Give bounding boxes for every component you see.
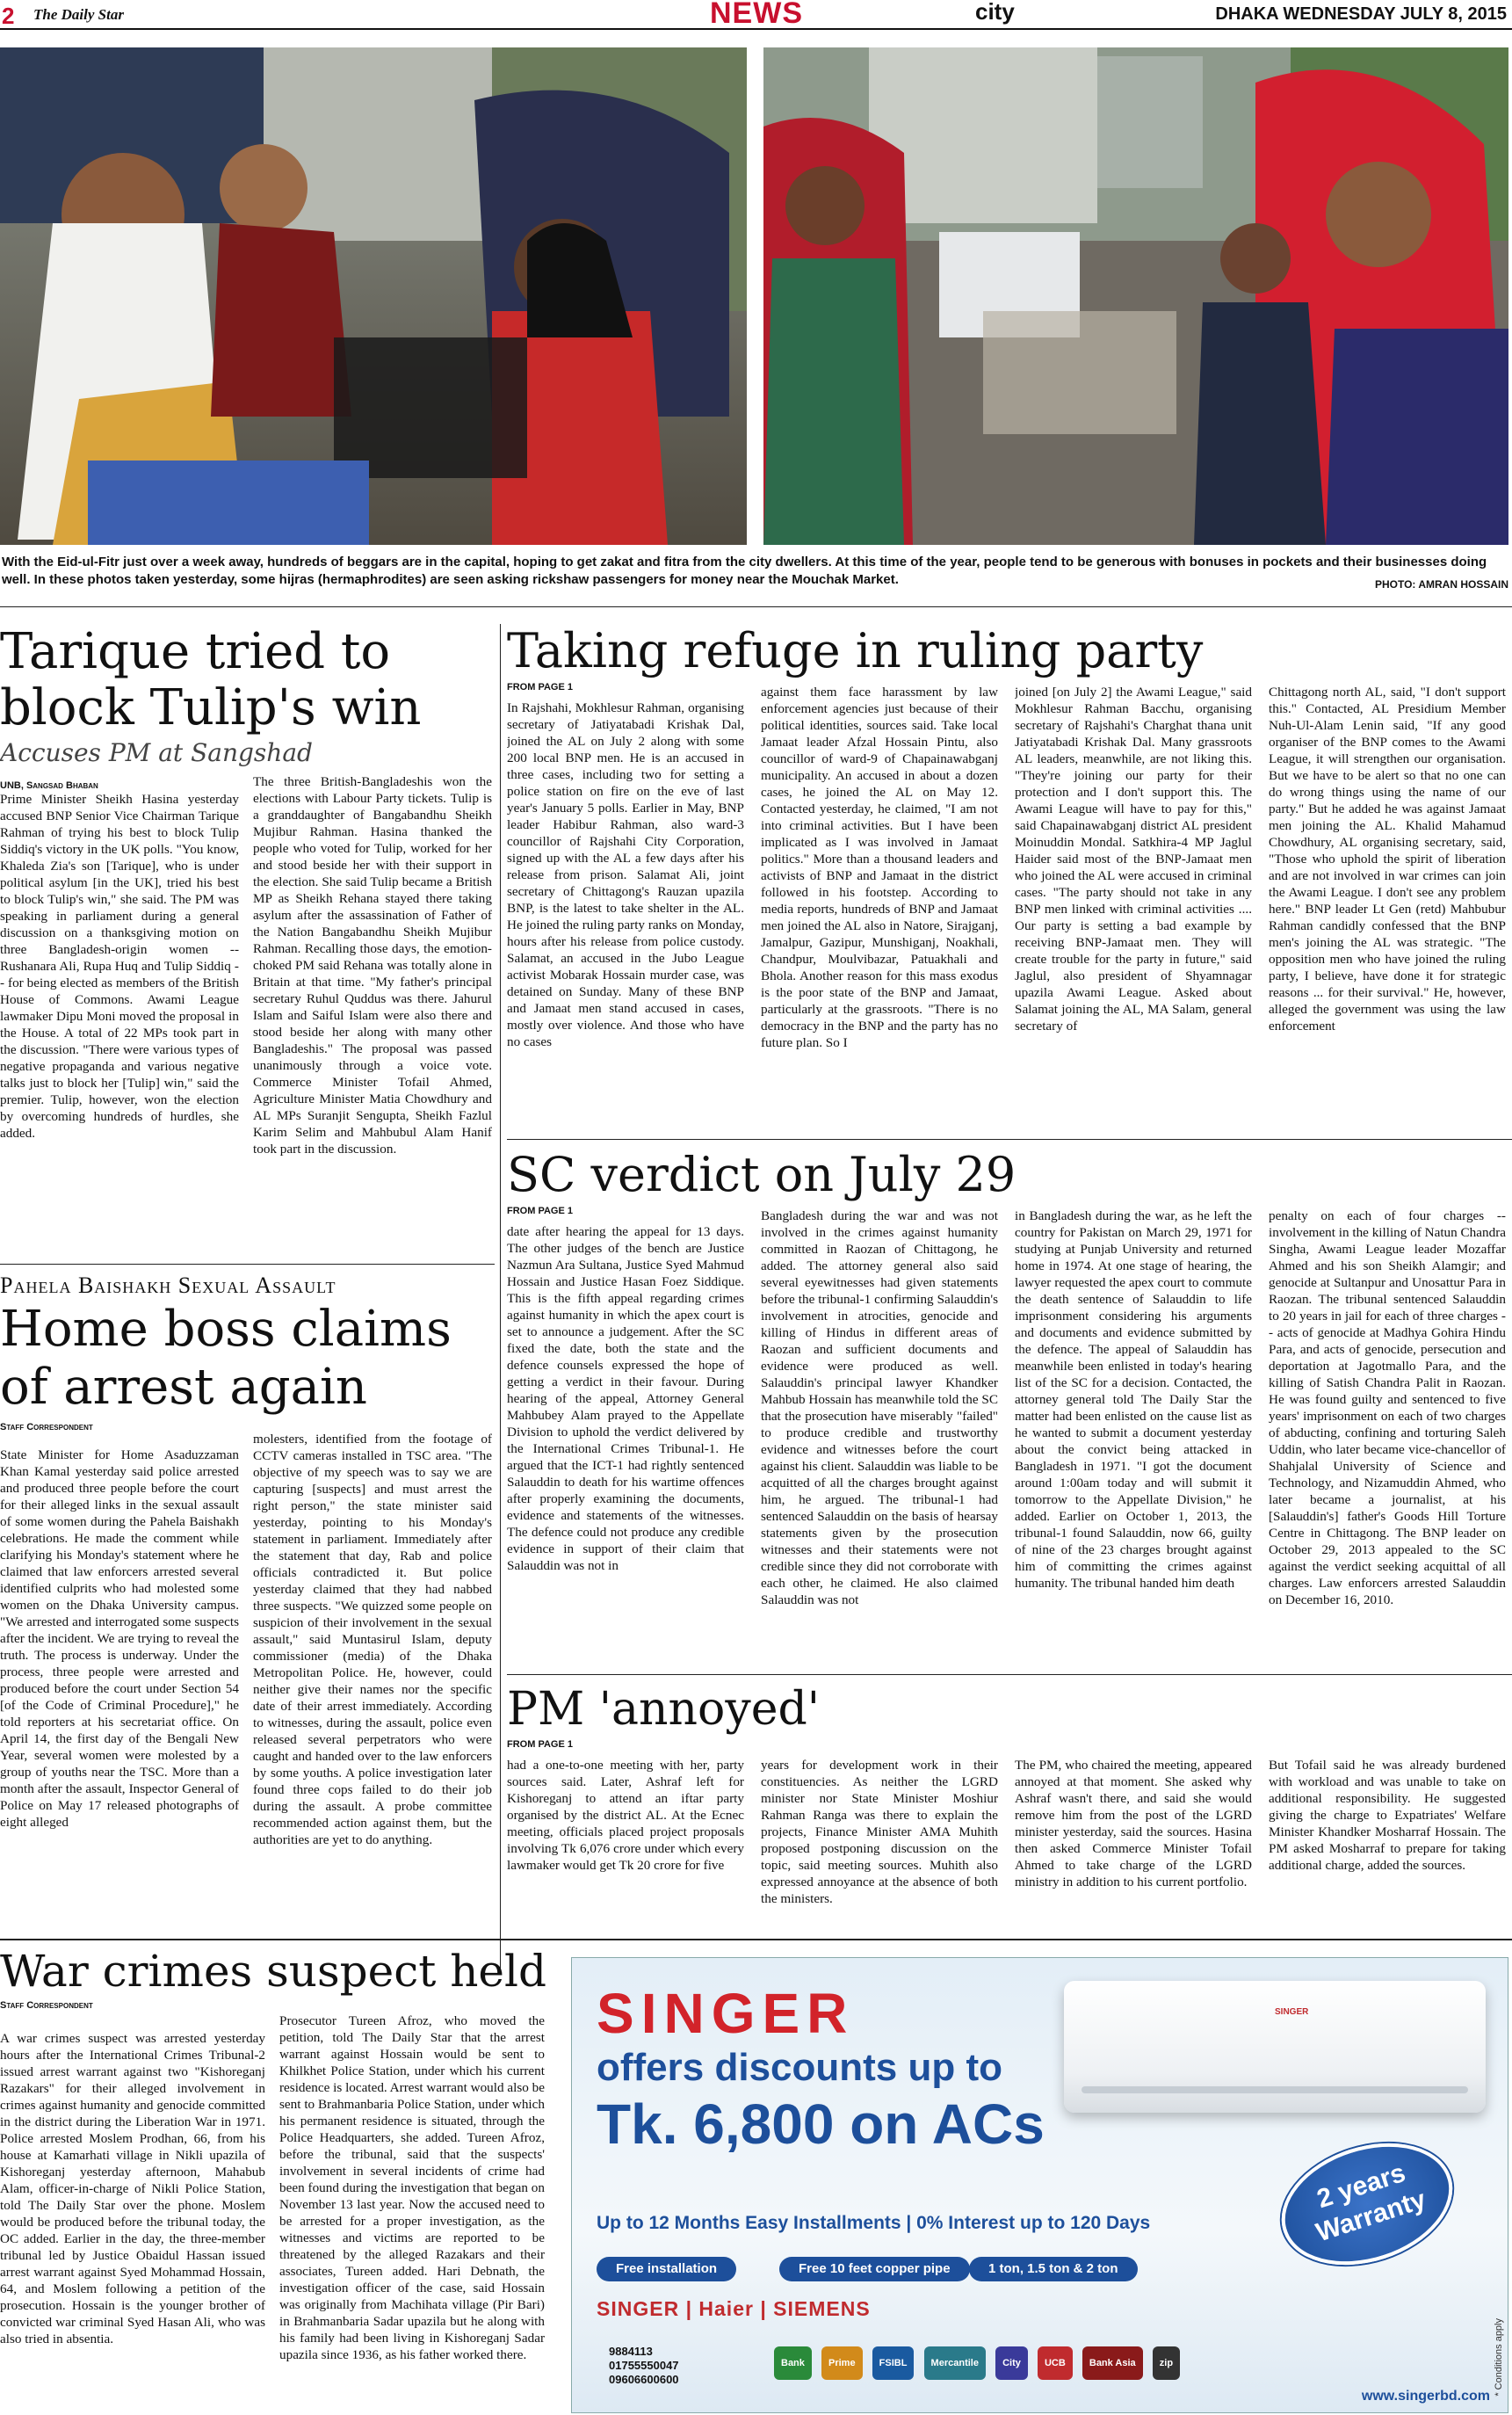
headline: Taking refuge in ruling party: [507, 623, 1204, 678]
photo-right: [763, 47, 1508, 545]
ad-perk-installation: Free installation: [597, 2257, 736, 2281]
article-column: Prime Minister Sheikh Hasina yesterday accused BNP Senior Vice Chairman Tarique Rahman of trying his best to block Tulip Siddiq's victory in the UK polls. "You know, Khaleda Zia's son [Tarique], who is under political asylum [in the UK], tried his best to block Tulip's win," she said. The PM was speaking in parliament during a general discussion on a thanksgiving motion on three Bangladesh-origin women -- Rushanara Ali, Rupa Huq and Tulip Siddiq -- for being elected as members of the British House of Commons. Awami League lawmaker Dipu Moni moved the proposal in the House. A total of 22 MPs took part in the discussion. "There were various types of negative propaganda and various negative talks just to block her [Tulip] win," said the premier. Tulip, however, won the election by overcoming hundreds of hurdles, she added.: [0, 792, 239, 1141]
divider: [0, 606, 1512, 607]
page-number: 2: [2, 3, 15, 29]
phone-number: 09606600600: [609, 2373, 679, 2386]
partner-logo: Bank Asia: [1082, 2346, 1143, 2380]
article-column: The PM, who chaired the meeting, appeared annoyed at that moment. She asked why Ashraf wasn't there, and said she would remove him from the post of the LGRD minister yesterday, said the sources. Hasina then asked Commerce Minister Tofail Ahmed to take charge of the LGRD ministry in addition to his current portfolio.: [1015, 1758, 1252, 1889]
partner-logo: Bank: [774, 2346, 812, 2380]
photo-left: [0, 47, 747, 545]
from-page-label: FROM PAGE 1: [507, 1739, 573, 1750]
partner-logo: UCB: [1038, 2346, 1073, 2380]
divider: [0, 1264, 495, 1265]
masthead: The Daily Star: [33, 6, 124, 23]
singer-advertisement[interactable]: [571, 1957, 1508, 2413]
article-pm: [507, 1683, 1512, 1947]
article-column: But Tofail said he was already burdened with workload and was unable to take on additional responsibility. He suggested giving the charge to Expatriates' Welfare Minister Khandker Mosharraf Hossain. The PM asked Mosharraf to prepare for taking additional charge, added the sources.: [1269, 1758, 1506, 1873]
article-tarique: [0, 624, 492, 1248]
subsection-label: city: [975, 0, 1015, 25]
ad-phone-numbers: [609, 2345, 679, 2387]
photo-credit: PHOTO: AMRAN HOSSAIN: [1374, 578, 1508, 591]
ad-perk-copper-pipe: Free 10 feet copper pipe: [779, 2257, 970, 2281]
article-sc: [507, 1148, 1512, 1666]
ad-installments: Up to 12 Months Easy Installments | 0% Interest up to 120 Days: [597, 2213, 1151, 2233]
article-column: against them face harassment by law enforcement agencies just because of their political identities, sources said. Take local Jamaat leader Afzal Hossain Pintu, also councillor of ward-9 of Chapainawabganj municipality. An accused in about a dozen cases, he joined the AL on May 12. Contacted yesterday, he claimed, "I am not into criminal activities. But I have been implicated as I was involved in Jamaat politics." More than a thousand leaders and activists of BNP and Jamaat in the district followed in his footstep. According to media reports, hundreds of BNP and Jamaat men joined the AL also in Natore, Sirajganj, Jamalpur, Gazipur, Munshiganj, Noakhali, Chandpur, Moulvibazar, Patuakhali and Bhola. Another reason for this mass exodus is the poor state of the BNP and Jamaat, particularly at the grassroots. "There is no democracy in the BNP and the party has no future plan. So I: [761, 685, 998, 1050]
article-column: The three British-Bangladeshis won the elections with Labour Party tickets. Tulip is a granddaughter of Bangabandhu Sheikh Mujibur Rahman. Hasina thanked the people who voted for Tulip, worked for her and stood beside her with their support in the election. She said Tulip became a British MP as Sheikh Rehana stayed there taking asylum after the assassination of Father of the Nation Bangabandhu Sheikh Mujibur Rahman. Recalling those days, the emotion-choked PM said Rehana was totally alone in Britain at that time. "My father's principal secretary Ruhul Quddus was there. Jahurul Islam and Saiful Islam were also there and stood beside her along with many other Bangladeshis." The proposal was passed unanimously through a voice vote. Commerce Minister Tofail Ahmed, Agriculture Minister Matia Chowdhury and AL MPs Suranjit Sengupta, Sheikh Fazlul Karim Selim and Mahbubul Alam Hanif took part in the discussion.: [253, 774, 492, 1157]
headline: Tarique tried to block Tulip's win: [0, 623, 422, 736]
caption-text: With the Eid-ul-Fitr just over a week away, hundreds of beggars are in the capital, hoping to get zakat and fitra from the city dwellers. At this time of the year, people tend to be generous with bonuses in pockets and their businesses doing well. In these photos taken yesterday, some hijras (hermaphrodites) are seen asking rickshaw passengers for money near the Mouchak Market.: [2, 555, 1487, 587]
article-column: date after hearing the appeal for 13 days. The other judges of the bench are Justice Nazmun Ara Sultana, Justice Syed Mahmud Hossain and Justice Hasan Foez Siddique. This is the fifth appeal regarding crimes against humanity in which the apex court is set to announce a judgement. After the SC fixed the date, both the state and the defence counsels expressed the hope of getting a verdict in their favour. During hearing of the appeal, Attorney General Mahbubey Alam prayed to the Appellate Division to uphold the verdict delivered by the International Crimes Tribunal-1. He argued that the ICT-1 had rightly sentenced Salauddin to death for his wartime offences after properly examining the documents, evidence and statements of the witnesses. The defence could not produce any credible evidence in support of their claim that Salauddin was not in: [507, 1224, 744, 1573]
ad-perk-capacity: 1 ton, 1.5 ton & 2 ton: [969, 2257, 1138, 2281]
ad-offer-line1: offers discounts up to: [597, 2046, 1002, 2089]
page-header: [0, 0, 1512, 30]
headline: SC verdict on July 29: [507, 1147, 1016, 1202]
article-column: Prosecutor Tureen Afroz, who moved the petition, told The Daily Star that the arrest warrant against Hossain would be sent to Khilkhet Police Station, under which his current residence is located. Arrest warrant would also be sent to Brahmanbaria Police Station, under which his permanent residence is situated, through the Police Headquarters, she added. Tureen Afroz, before the tribunal, said that the suspects' involvement in several incidents of crime had been found during the investigation that began on November 13 last year. Now the accused need to be arrested for a proper investigation, as the witnesses and victims are reported to be threatened by the alleged Razakars and their associates, Tureen added. Hari Debnath, the investigation officer of the case, said Hossain was originally from Machihata village (Pir Bari) in Brahmanbaria Sadar upazila but he along with his family had been living in Kishoreganj Sadar upazila since 1936, as his father worked there.: [279, 2013, 545, 2362]
article-column: In Rajshahi, Mokhlesur Rahman, organising secretary of Jatiyatabadi Krishak Dal, joined the AL on July 2 along with some 200 local BNP men. He is an accused in three cases, including two for setting a police station on fire on the eve of last year's January 5 polls. Earlier in May, BNP leader Habibur Rahman, also ward-3 councillor of Rajshahi City Corporation, signed up with the AL a few days after his release from prison. Salamat Ali, joint secretary of Chittagong's Rauzan upazila BNP, is the latest to take shelter in the AL. He joined the ruling party ranks on Monday, hours after his release from police custody. Salamat, an accused in the Jubo League activist Mobarak Hossain murder case, was detained on Sunday. Many of these BNP and Jamaat men stand accused in cases, mostly over violence. And those who have no cases: [507, 700, 744, 1049]
partner-logo: zip: [1153, 2346, 1180, 2380]
headline: PM 'annoyed': [507, 1683, 821, 1736]
article-column: joined [on July 2] the Awami League," said Mokhlesur Rahman Bacchu, organising secretary of Rajshahi's Charghat thana unit Jatiyatabadi Krishak Dal. Many grassroots AL leaders, meanwhile, are not liking this. "They're joining our party for their protection and I don't support this. The Awami League will have to pay for this," said Chapainawabganj district AL president Moinuddin Mondal. Satkhira-4 MP Jaglul Haider said most of the BNP-Jamaat men who joined the AL were accused in criminal cases. "The party should not take in any BNP men linked with criminal activities .... Our party is setting a bad example by receiving BNP-Jamaat men. They will create trouble for the party in future," said Jaglul, also president of Shyamnagar upazila Awami League. Asked about Salamat joining the AL, MA Salam, general secretary of: [1015, 685, 1252, 1033]
photo-street-scene: [763, 47, 1508, 545]
article-column: penalty on each of four charges -- involvement in the killing of Natun Chandra Singha, Awami League leader Mozaffar Ahmed and his son Sheikh Alamgir; and genocide at Sultanpur and Unosattur Para in Raozan. The tribunal sentenced Salauddin to 20 years in jail for each of three charges -- acts of genocide at Madhya Gohira Hindu Para, and acts of genocide, persecution and deportation at Jagotmallo Para, and the killing of Satish Chandra Palit in Raozan. He was found guilty and sentenced to five years' imprisonment on each of two charges of abducting, confining and torturing Saleh Uddin, who later became vice-chancellor of Shahjalal University of Science and Technology, and Nizamuddin Ahmed, who later became a journalist, at his [Salauddin's] father's Goods Hill Torture Centre in Chittagong. The BNP leader on October 29, 2013 appealed to the SC against the verdict seeking acquittal of all charges. Law enforcers arrested Salauddin on December 16, 2010.: [1269, 1208, 1506, 1607]
ad-brand: SINGER: [597, 1982, 855, 2045]
article-home-boss: [0, 1273, 492, 1916]
byline: UNB, Sangsad Bhaban: [0, 780, 98, 791]
air-conditioner-image: SINGER: [1064, 1981, 1486, 2113]
partner-logo: City: [995, 2346, 1028, 2380]
article-war-crimes: [0, 1946, 553, 2413]
divider: [500, 624, 501, 1969]
article-column: Bangladesh during the war and was not involved in the crimes against humanity committed in Raozan of Chittagong, he added. The attorney general also said several eyewitnesses had given statements before the tribunal-1 confirming Salauddin's involvement in atrocities, genocide and killing of Hindus in different areas of Raozan and sufficient documents and evidence were produced as well. Salauddin's principal lawyer Khandker Mahbub Hossain has meanwhile told the SC that the prosecution have miserably "failed" to produce credible and trustworthy evidence and witnesses before the court against his client. Salauddin was liable to be acquitted of all the charges brought against him, he argued. The tribunal-1 had sentenced Salauddin on the basis of hearsay statements given by the prosecution witnesses and their statements were not credible since they did not corroborate with each other, he claimed. He also claimed Salauddin was not: [761, 1208, 998, 1607]
from-page-label: FROM PAGE 1: [507, 1206, 573, 1216]
article-refuge: [507, 624, 1512, 1134]
partner-logo: Prime: [821, 2346, 863, 2380]
phone-number: 9884113: [609, 2345, 653, 2358]
article-column: Chittagong north AL, said, "I don't support this." Contacted, AL Presidium Member Nuh-Ul-Alam Lenin said, "If any good organiser of the BNP comes to the Awami League, it will strengthen our organisation. But we have to be alert so that no one can do wrong things using the name of our party." But he added he was against Jamaat men joining the AL. Khalid Mahamud Chowdhury, AL organising secretary, said, "Those who uphold the spirit of liberation and are not involved in war crimes can join the Awami League. I don't see any problem here." BNP leader Lt Gen (retd) Mahbubur Rahman candidly confessed that the BNP men's joining the AL was strategic. "The opposition men who have joined the ruling party, I believe, have done it for strategic reasons ... for their survival." He, however, alleged the government was using the law enforcement: [1269, 685, 1506, 1033]
article-column: had a one-to-one meeting with her, party sources said. Later, Ashraf left for Kishoreganj to attend an iftar party organised by the district AL. At the Ecnec meeting, officials placed project proposals involving Tk 6,076 crore under which every lawmaker would get Tk 20 crore for five: [507, 1758, 744, 1873]
divider: [507, 1139, 1512, 1140]
article-column: molesters, identified from the footage of CCTV cameras installed in TSC area. "The objective of my speech was to say we are capturing [suspects] and must arrest the right person," the state minister said yesterday, pointing to his Monday's statement in parliament. Immediately after the statement that day, Rab and police officials contradicted it. But police yesterday claimed that they had nabbed three suspects. "We quizzed some people on suspicion of their involvement in the sexual assault," said Muntasirul Islam, deputy commissioner (media) of the Dhaka Metropolitan Police. He, however, could neither give their names nor the specific date of their arrest immediately. According to witnesses, during the assault, police even released several perpetrators who were caught and handed over to the law enforcers by some youths. A police investigation later found three cops failed to do their job during the assault. A probe committee recommended action against them, but the authorities are yet to do anything.: [253, 1432, 492, 1847]
divider: [0, 1939, 1512, 1940]
dateline: DHAKA WEDNESDAY JULY 8, 2015: [1215, 4, 1507, 24]
byline: Staff Correspondent: [0, 1422, 93, 1432]
conditions-apply: * Conditions apply: [1494, 2318, 1504, 2397]
from-page-label: FROM PAGE 1: [507, 682, 573, 693]
section-label: NEWS: [710, 0, 803, 30]
article-column: A war crimes suspect was arrested yesterday hours after the International Crimes Tribunal-2 issued arrest warrant against two "Kishoreganj Razakars" for their alleged involvement in crimes against humanity and genocide committed in the district during the Liberation War in 1971. Police arrested Moslem Prodhan, 66, from his house at Kamarhati village in Nikli upazila of Kishoreganj yesterday afternoon, Mahabub Alam, officer-in-charge of Nikli Police Station, told The Daily Star over the phone. Moslem would be produced before the tribunal today, the OC added. Earlier in the day, the three-member tribunal led by Justice Obaidul Hassan issued arrest warrant against Syed Mohammad Hossain, 64, and Moslem following a petition of the prosecution. Hossain is the younger brother of convicted war criminal Syed Hasan Ali, who was also tried in absentia.: [0, 2031, 265, 2346]
ad-brands-line: SINGER | Haier | SIEMENS: [597, 2297, 871, 2320]
phone-number: 01755550047: [609, 2359, 679, 2372]
ad-url-link[interactable]: www.singerbd.com: [1361, 2389, 1490, 2404]
headline: War crimes suspect held: [0, 1946, 546, 1997]
photo-caption: [0, 550, 1512, 596]
photo-hijra-rickshaw: [0, 47, 747, 545]
divider: [507, 1674, 1512, 1675]
partner-logo: FSIBL: [872, 2346, 915, 2380]
warranty-badge: 2 years Warranty: [1266, 2122, 1468, 2285]
partner-logos: [774, 2346, 1185, 2380]
article-column: years for development work in their constituencies. As neither the LGRD minister nor State Minister Moshiur Rahman Ranga was there to explain the projects, Finance Minister AMA Muhith proposed postponing discussion on the topic, said meeting sources. Muhith also expressed annoyance at the absence of both the ministers.: [761, 1758, 998, 1906]
partner-logo: Mercantile: [924, 2346, 986, 2380]
byline: Staff Correspondent: [0, 2000, 93, 2011]
headline: Home boss claims of arrest again: [0, 1301, 452, 1416]
article-column: State Minister for Home Asaduzzaman Khan Kamal yesterday said police arrested and produced three people before the court for their alleged links in the sexual assault of some women during the Pahela Baishakh celebrations. He made the comment while clarifying his Monday's statement where he claimed that law enforcers arrested several identified culprits who had molested some women on the Dhaka University campus. "We arrested and interrogated some suspects after the incident. We are trying to reveal the truth. The process is underway. Under the process, three people were arrested and produced before the court under Section 54 [of the Code of Criminal Procedure]," he told reporters at his secretariat office. On April 14, the first day of the Bengali New Year, several women were molested by a group of youths near the TSC. More than a month after the assault, Inspector General of Police on May 17 released photographs of eight alleged: [0, 1447, 239, 1830]
kicker: Pahela Baishakh Sexual Assault: [0, 1273, 336, 1298]
subhead: Accuses PM at Sangshad: [0, 738, 313, 767]
article-column: in Bangladesh during the war, as he left the country for Pakistan on March 29, 1971 for studying at Punjab University and returned home in 1974. At one stage of hearing, the lawyer requested the apex court to commute the death sentence of Salauddin to life imprisonment considering his arguments and documents and evidence submitted by the defence. The appeal of Salauddin has meanwhile been enlisted in today's hearing list of the SC for a decision. Contacted, the attorney general told The Daily Star the matter had been enlisted on the cause list as he wanted to submit a document yesterday about the convict being attacked in Bangladesh in 1971. "I got the document around 1:00am today and will submit it tomorrow to the Appellate Division," he added. Earlier on October 1, 2013, the tribunal-1 found Salauddin, now 66, guilty of nine of the 23 charges brought against him of committing the crimes against humanity. The tribunal handed him death: [1015, 1208, 1252, 1591]
ad-offer-line2: Tk. 6,800 on ACs: [597, 2092, 1045, 2156]
